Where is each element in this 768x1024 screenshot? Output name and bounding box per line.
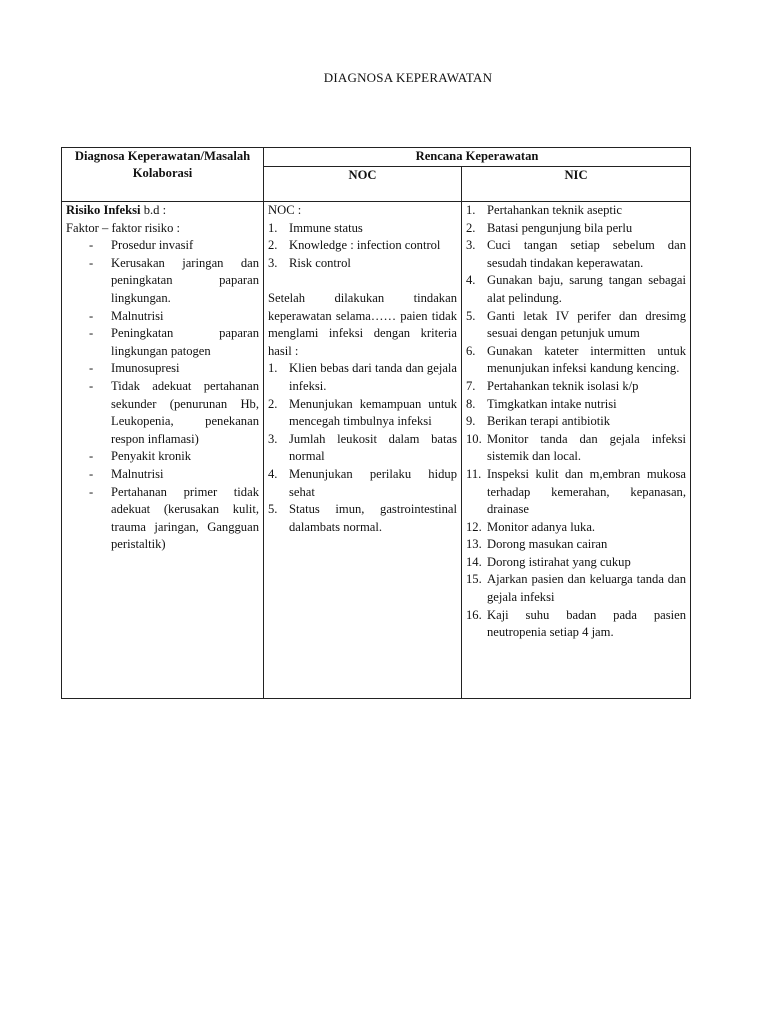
list-item-text: Ajarkan pasien dan keluarga tanda dan gejala infeksi — [487, 572, 686, 605]
diagnosa-title-bold: Risiko Infeksi — [66, 203, 141, 217]
list-item — [466, 519, 686, 537]
list-item-text: Gunakan kateter intermitten untuk menunjukan infeksi kandung kencing. — [487, 343, 686, 376]
list-item: - Imunosupresi — [89, 360, 259, 378]
spacer — [268, 272, 457, 290]
list-item-number: 16. — [466, 607, 482, 622]
list-item — [466, 431, 686, 466]
list-item-number: 9. — [466, 414, 476, 429]
header-noc: NOC — [264, 167, 462, 202]
diagnosa-title-rest: b.d : — [140, 203, 167, 217]
list-item — [466, 413, 686, 431]
list-item — [466, 536, 686, 554]
list-item — [466, 272, 686, 307]
list-item — [466, 466, 686, 519]
list-item-number: 1. — [268, 361, 278, 376]
list-item-number: 12. — [466, 519, 482, 534]
list-item-text: Monitor tanda dan gejala infeksi sistemik dan local. — [487, 431, 686, 464]
list-item: - Malnutrisi — [89, 308, 259, 326]
list-item-number: 10. — [466, 431, 482, 446]
list-item-text: Ganti letak IV perifer dan dresimg sesuai dengan petunjuk umum — [487, 308, 686, 341]
list-item-text: Monitor adanya luka. — [487, 519, 596, 534]
table-header-row — [62, 148, 691, 167]
list-item: - Peningkatan paparan lingkungan patogen — [89, 325, 259, 360]
list-item-number: 2. — [268, 238, 278, 253]
list-item — [466, 343, 686, 378]
list-item-number: 14. — [466, 554, 482, 569]
list-item-number: 5. — [466, 308, 476, 323]
list-item-number: 3. — [466, 238, 476, 253]
list-item — [268, 501, 457, 536]
list-item — [466, 378, 686, 396]
list-item-text: Dorong istirahat yang cukup — [487, 554, 631, 569]
list-item-number: 3. — [268, 431, 278, 446]
noc-criteria-list — [268, 360, 457, 536]
list-item — [466, 607, 686, 642]
list-item-text: Timgkatkan intake nutrisi — [487, 396, 617, 411]
list-item-text: Knowledge : infection control — [289, 238, 441, 253]
list-item — [268, 237, 457, 255]
diagnosa-title — [66, 202, 259, 220]
list-item — [268, 396, 457, 431]
noc-intro: Setelah dilakukan tindakan keperawatan selama…… paien tidak menglami infeksi dengan kriteria hasil : — [268, 290, 457, 358]
list-item-text: Berikan terapi antibiotik — [487, 414, 611, 429]
list-item — [268, 360, 457, 395]
list-item-number: 1. — [268, 220, 278, 235]
risk-factor-list — [66, 237, 259, 554]
list-item-text: Jumlah leukosit dalam batas normal — [289, 431, 457, 464]
list-item — [466, 308, 686, 343]
care-plan-table — [61, 147, 691, 699]
header-diagnosa: Diagnosa Keperawatan/Masalah Kolaborasi — [62, 148, 264, 202]
list-item-text: Inspeksi kulit dan m,embran mukosa terhadap kemerahan, kepanasan, drainase — [487, 466, 686, 517]
list-item — [268, 466, 457, 501]
nic-cell — [462, 202, 691, 699]
list-item-number: 8. — [466, 396, 476, 411]
list-item-text: Immune status — [289, 220, 363, 235]
list-item-number: 4. — [268, 466, 278, 481]
list-item: - Pertahanan primer tidak adekuat (kerusakan kulit, trauma jaringan, Gangguan peristaltik) — [89, 484, 259, 554]
list-item-number: 6. — [466, 343, 476, 358]
list-item-text: Klien bebas dari tanda dan gejala infeksi. — [289, 361, 457, 393]
list-item-number: 11. — [466, 466, 482, 481]
list-item-text: Status imun, gastrointestinal dalambats normal. — [289, 502, 457, 534]
faktor-label: Faktor – faktor risiko : — [66, 220, 181, 235]
list-item — [466, 220, 686, 238]
header-nic: NIC — [462, 167, 691, 202]
list-item-number: 13. — [466, 537, 482, 552]
noc-cell — [264, 202, 462, 699]
list-item-text: Menunjukan perilaku hidup sehat — [289, 466, 457, 499]
list-item-text: Gunakan baju, sarung tangan sebagai alat pelindung. — [487, 273, 686, 305]
list-item — [466, 554, 686, 572]
list-item: - Prosedur invasif — [89, 237, 259, 255]
list-item: - Tidak adekuat pertahanan sekunder (penurunan Hb, Leukopenia, penekanan respon inflamasi) — [89, 378, 259, 448]
list-item-number: 3. — [268, 255, 278, 270]
noc-label: NOC : — [268, 203, 302, 217]
list-item-number: 2. — [268, 396, 278, 411]
list-item-text: Menunjukan kemampuan untuk mencegah timbulnya infeksi — [289, 396, 457, 429]
list-item — [466, 202, 686, 220]
list-item — [466, 396, 686, 414]
diagnosa-cell — [62, 202, 264, 699]
list-item-text: Batasi pengunjung bila perlu — [487, 220, 633, 235]
noc-outcome-list — [268, 220, 457, 273]
list-item-text: Pertahankan teknik isolasi k/p — [487, 378, 639, 393]
list-item-number: 5. — [268, 502, 278, 517]
list-item: - Kerusakan jaringan dan peningkatan paparan lingkungan. — [89, 255, 259, 308]
list-item — [268, 255, 457, 273]
list-item-text: Cuci tangan setiap sebelum dan sesudah tindakan keperawatan. — [487, 238, 686, 270]
list-item — [268, 431, 457, 466]
list-item-number: 4. — [466, 273, 476, 288]
list-item-text: Risk control — [289, 255, 351, 270]
list-item-number: 1. — [466, 203, 476, 217]
list-item — [466, 237, 686, 272]
document-title: DIAGNOSA KEPERAWATAN — [323, 70, 493, 85]
list-item-number: 15. — [466, 572, 482, 587]
list-item — [268, 220, 457, 238]
list-item: - Malnutrisi — [89, 466, 259, 484]
nic-intervention-list — [466, 202, 686, 642]
list-item-text: Dorong masukan cairan — [487, 537, 608, 552]
list-item: - Penyakit kronik — [89, 448, 259, 466]
table-row — [62, 202, 691, 699]
list-item-text: Kaji suhu badan pada pasien neutropenia setiap 4 jam. — [487, 607, 686, 640]
list-item — [466, 571, 686, 606]
header-rencana: Rencana Keperawatan — [264, 148, 691, 167]
list-item-number: 2. — [466, 220, 476, 235]
list-item-number: 7. — [466, 378, 476, 393]
list-item-text: Pertahankan teknik aseptic — [487, 203, 622, 217]
